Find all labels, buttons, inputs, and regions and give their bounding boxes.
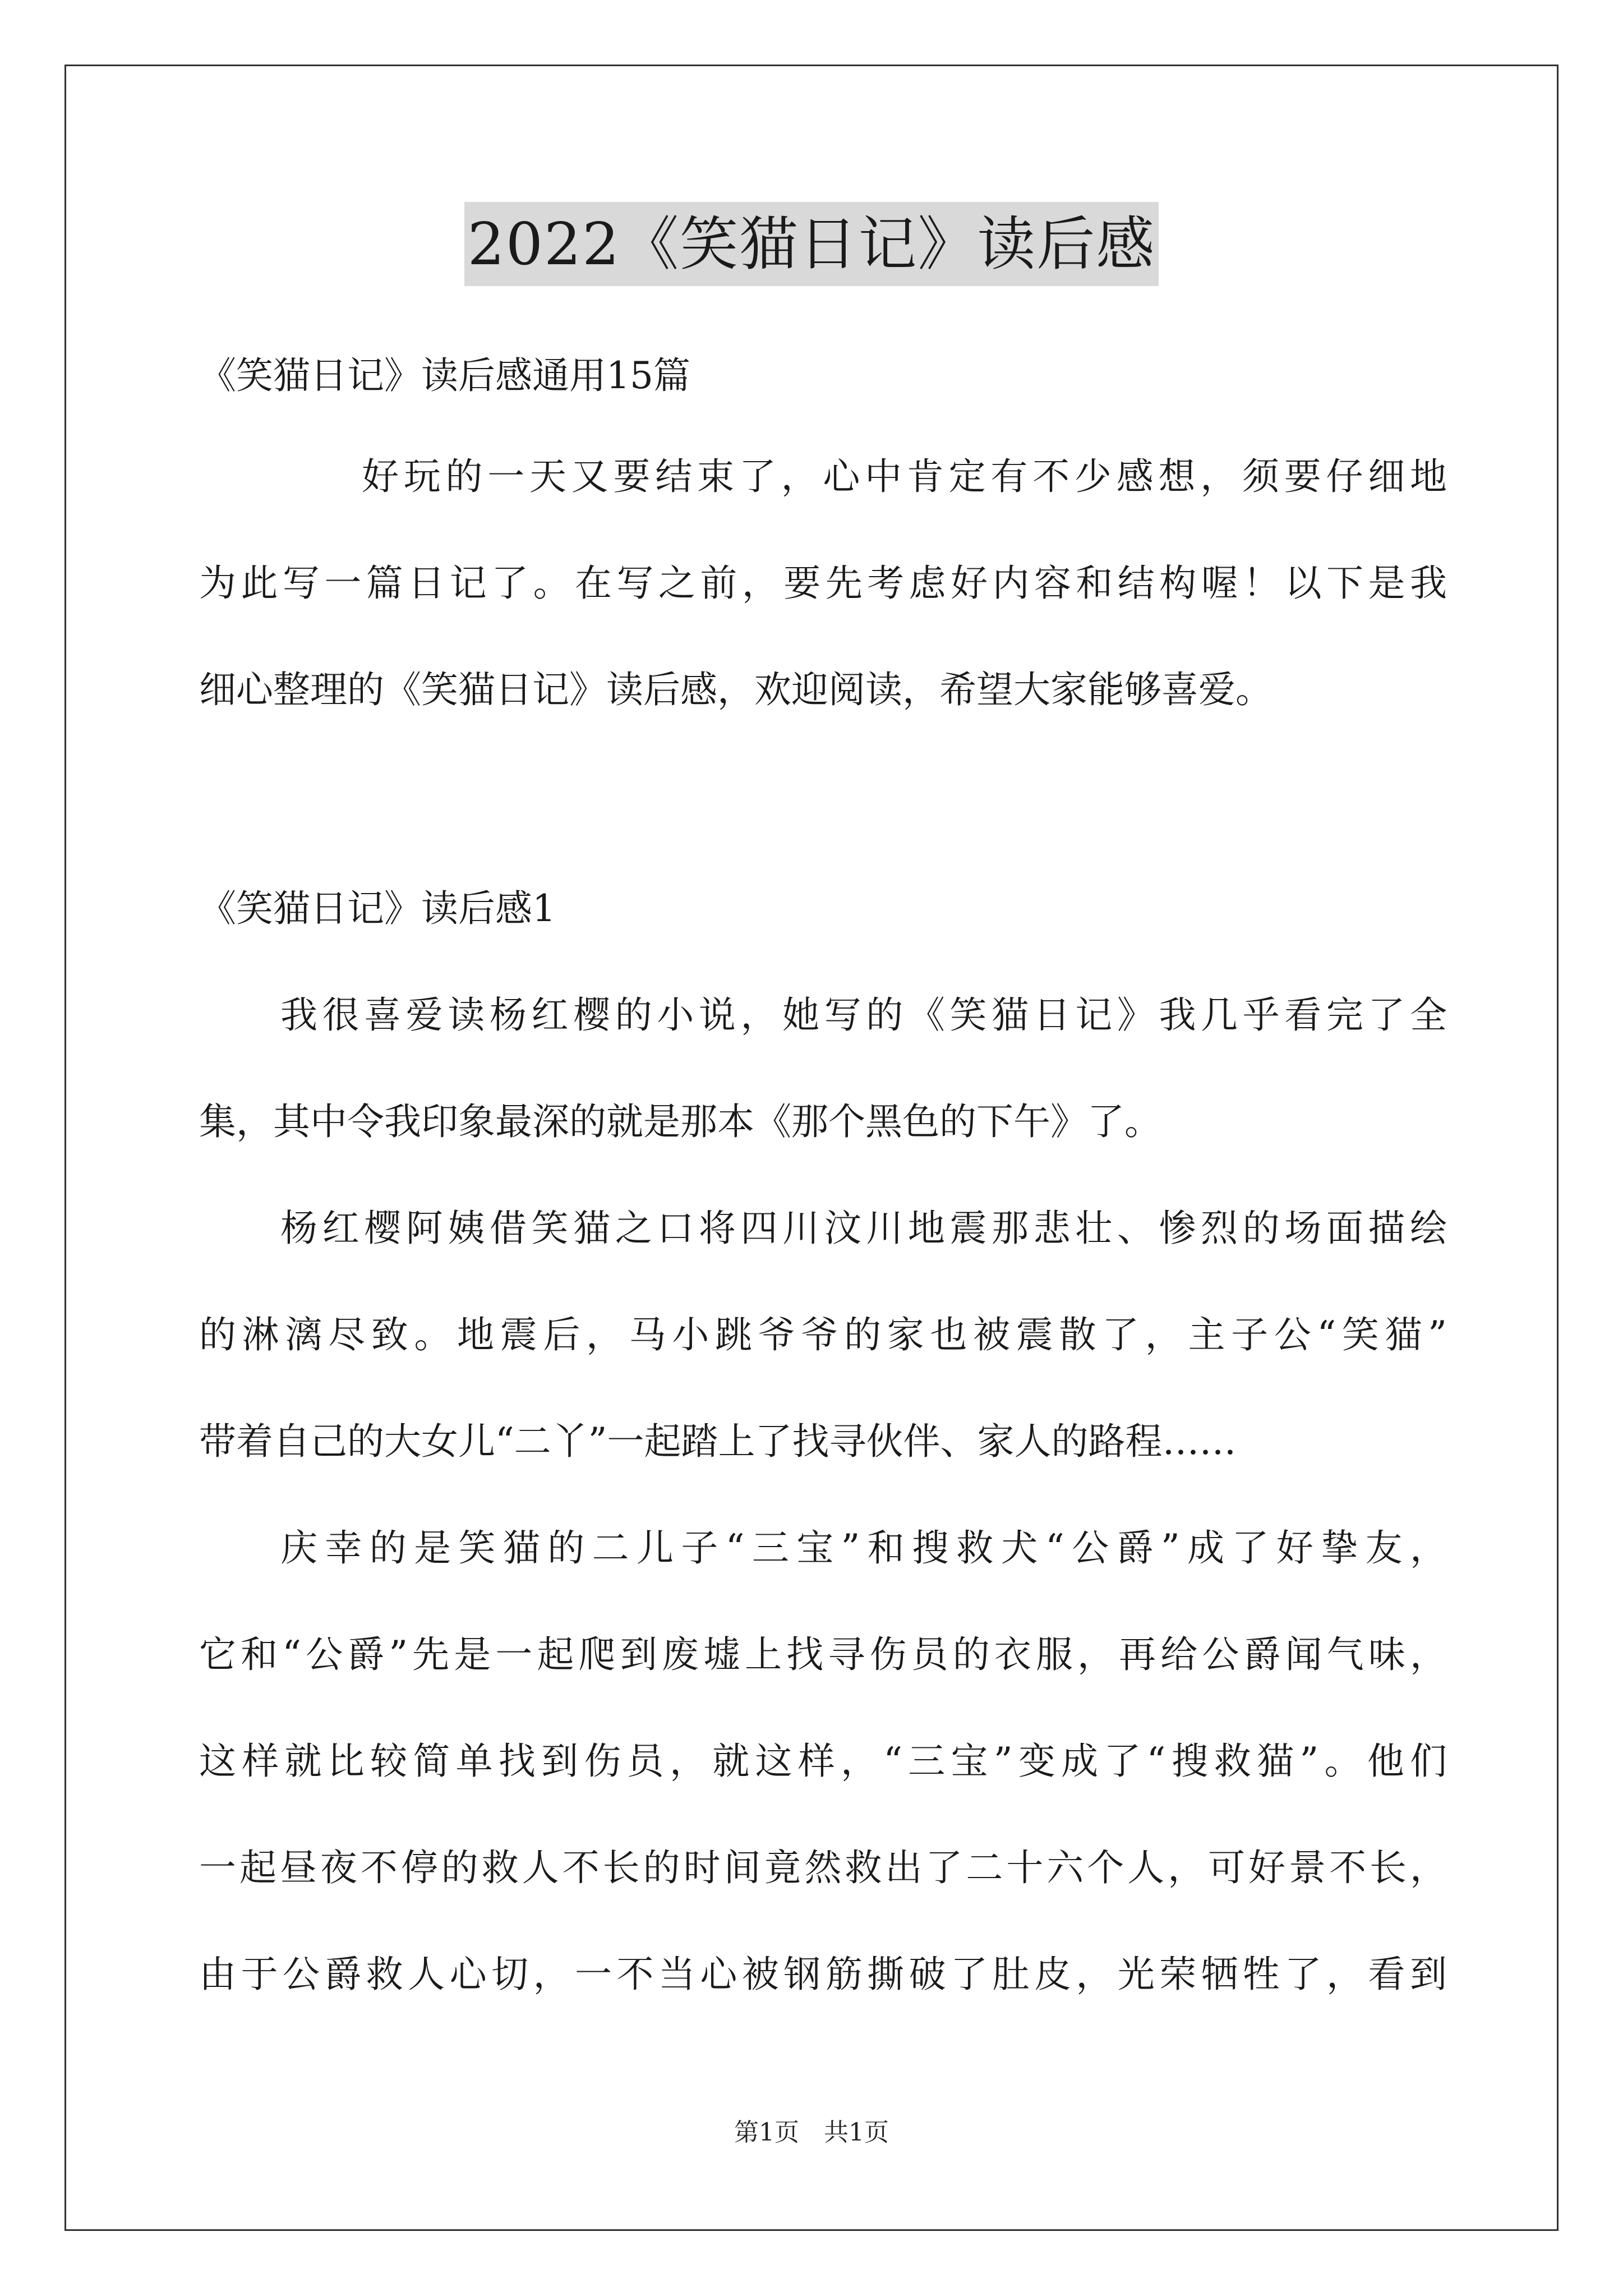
section1-line-5: 带着自己的大女儿“二丫”一起踏上了找寻伙伴、家人的路程…… [199,1420,1237,1463]
section1-line-1: 我很喜爱读杨红樱的小说，她写的《笑猫日记》我几乎看完了全 [280,993,1447,1037]
section1-line-10: 由于公爵救人心切，一不当心被钢筋撕破了肚皮，光荣牺牲了，看到 [199,1953,1447,1996]
section1-line-3: 杨红樱阿姨借笑猫之口将四川汶川地震那悲壮、惨烈的场面描绘 [280,1207,1447,1250]
section1-line-2: 集，其中令我印象最深的就是那本《那个黑色的下午》了。 [199,1100,1161,1143]
title-wrap [0,202,1623,286]
section1-line-9: 一起昼夜不停的救人不长的时间竟然救出了二十六个人，可好景不长， [199,1846,1447,1889]
page-footer: 第1页 共1页 [734,2118,889,2147]
section1-line-7: 它和“公爵”先是一起爬到废墟上找寻伤员的衣服，再给公爵闻气味， [199,1633,1447,1676]
intro-line-3: 细心整理的《笑猫日记》读后感，欢迎阅读，希望大家能够喜爱。 [199,668,1272,711]
section1-heading: 《笑猫日记》读后感1 [199,887,556,930]
intro-line-2: 为此写一篇日记了。在写之前，要先考虑好内容和结构喔！以下是我 [199,562,1447,605]
document-title: 2022《笑猫日记》读后感 [464,202,1159,286]
section1-line-4: 的淋漓尽致。地震后，马小跳爷爷的家也被震散了，主子公“笑猫” [199,1313,1447,1356]
document-subtitle: 《笑猫日记》读后感通用15篇 [199,354,690,397]
section1-line-6: 庆幸的是笑猫的二儿子“三宝”和搜救犬“公爵”成了好挚友， [280,1526,1447,1570]
section1-line-8: 这样就比较简单找到伤员，就这样，“三宝”变成了“搜救猫”。他们 [199,1740,1447,1783]
intro-line-1: 好玩的一天又要结束了，心中肯定有不少感想，须要仔细地 [362,455,1447,498]
